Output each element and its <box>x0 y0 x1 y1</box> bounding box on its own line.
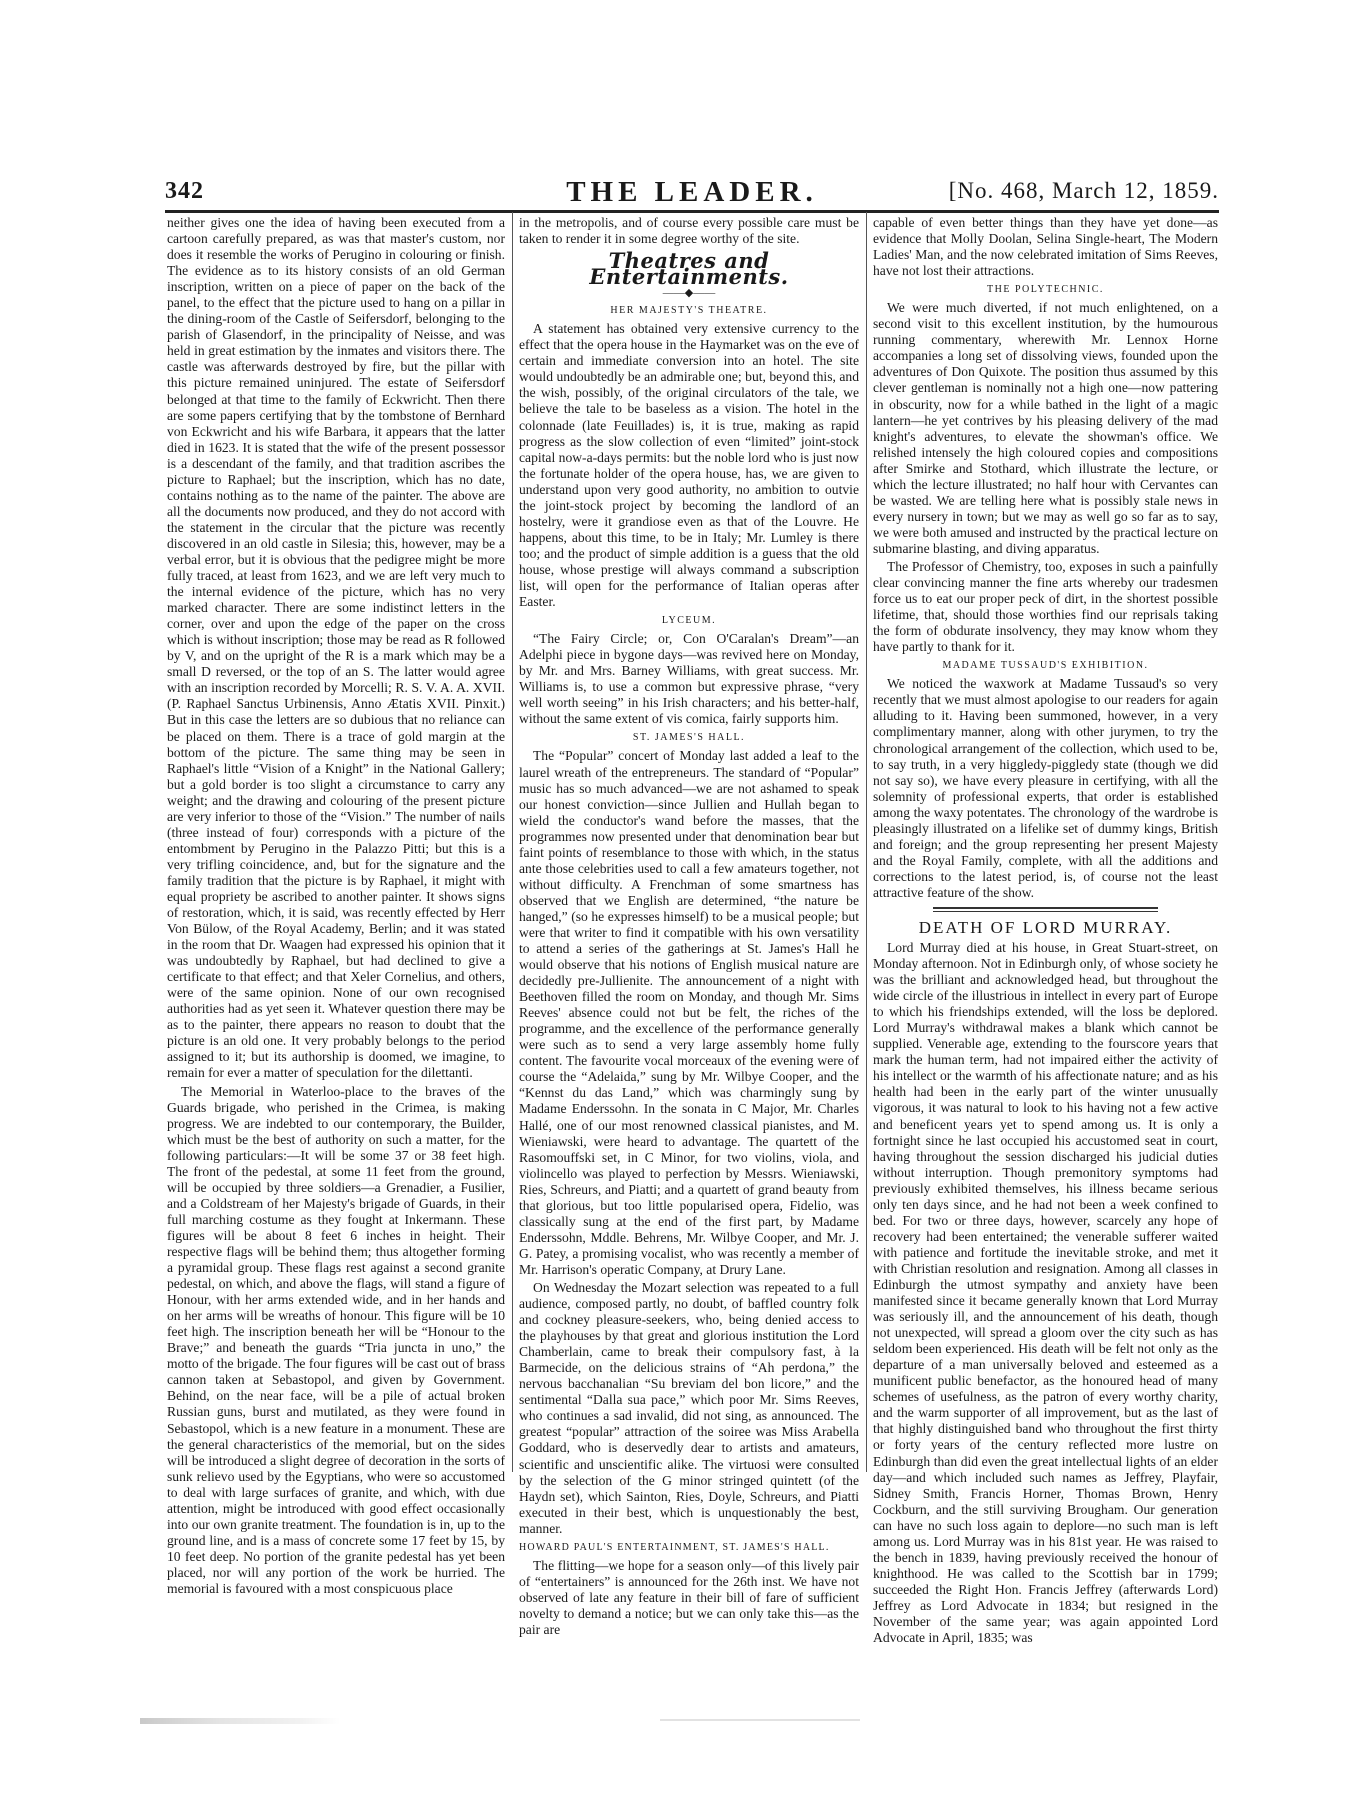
subheading: HER MAJESTY'S THEATRE. <box>610 305 768 317</box>
article-paragraph: capable of even better things than they have yet done—as evidence that Molly Doolan, Selina Single-heart, The Modern Ladies' Man, and the now celebrated imitation of Sims Reeves, have not lost their attractions. <box>873 215 1218 279</box>
article-paragraph: We were much diverted, if not much enlightened, on a second visit to this excellent institution, by the humourous running commentary, wherewith Mr. Lennox Horne accompanies a long set of dissolving views, founded upon the adventures of Don Quixote. The position thus assumed by this clever gentleman is nominally not a high one—now pattering in obscurity, now for a while bathed in the light of a magic lantern—he yet contrives by his pleasing delivery of the mad knight's adventures, to elevate the showman's office. We relished intensely the high coloured copies and compositions after Smirke and Stothard, which illustrate the lecture, or which the lecture illustrated; no half hour with Cervantes can be wasted. We are telling here what is possibly stale news in every nursery in town; but we may as well go so far as to say, we were both amused and instructed by the practical lecture on submarine blasting, and diving apparatus. <box>873 300 1218 556</box>
subheading: HOWARD PAUL'S ENTERTAINMENT, ST. JAMES'S HALL. <box>519 1541 830 1553</box>
page-number: 342 <box>165 178 204 204</box>
column-3 <box>873 215 1218 1648</box>
article-paragraph: The “Popular” concert of Monday last added a leaf to the laurel wreath of the entrepreneurs. The standard of “Popular” music has so much advanced—we are not ashamed to speak our honest conviction—since Jullien and Hullah began to wield the conductor's wand before the masses, that the programmes now presented under that denomination bear but faint points of resemblance to those with which, in the status ante those celebrities used to call a few amateurs together, not without difficulty. A Frenchman of some smartness has observed that we English are determined, “the nature be hanged,” (so he expresses himself) to be a musical people; but were that writer to find it compatible with his own versatility to attend a series of the gatherings at St. James's Hall he would observe that his notions of English musical nature are decidedly pre-Jullienite. The announcement of a night with Beethoven filled the room on Monday, and though Mr. Sims Reeves' absence could not but be felt, the riches of the programme, and the excellence of the performance generally were such as to send a very large assembly home fully content. The favourite vocal morceaux of the evening were of course the “Adelaida,” sung by Mr. Wilbye Cooper, and the “Kennst du das Land,” which was charmingly sung by Madame Enderssohn. In the sonata in C Major, Mr. Charles Hallé, one of our most renowned classical pianistes, and M. Wieniawski, were heard to advantage. The quartett of the Rasomouffski set, in C Minor, for two violins, viola, and violincello was played to perfection by Messrs. Wieniawski, Ries, Schreurs, and Piatti; and a quartett of grand beauty from that glorious, but too little popularised opera, Fidelio, was classically sung at the end of the first part, by Madame Enderssohn, Mddle. Behrens, Mr. Wilbye Cooper, and Mr. J. G. Patey, a promising vocalist, who was recently a member of Mr. Harrison's operatic Company, at Drury Lane. <box>519 748 859 1277</box>
subheading: ST. JAMES'S HALL. <box>632 732 746 744</box>
column-divider <box>866 212 867 1472</box>
section-title: Theatres and Entertainments. <box>589 248 789 290</box>
article-paragraph: On Wednesday the Mozart selection was repeated to a full audience, composed partly, no doubt, of baffled country folk and cockney pleasure-seekers, who, being denied access to the playhouses by that great and glorious institution the Lord Chamberlain, came to break their compulsory fast, à la Barmecide, on the delicious strains of “Ah perdona,” the nervous bacchanalian “Su breviam del bon licore,” and the sentimental “Dalla sua pace,” which poor Mr. Sims Reeves, who continues a sad invalid, did not sing, as announced. The greatest “popular” attraction of the soiree was Miss Arabella Goddard, who is deservedly dear to artists and amateurs, scientific and unscientific alike. The virtuosi were consulted by the selection of the G minor stringed quintett (of the Haydn set), which Sainton, Ries, Doyle, Schreurs, and Piatti executed in their best, which is unquestionably the best, manner. <box>519 1280 859 1536</box>
page-header <box>165 176 1219 206</box>
article-paragraph: Lord Murray died at his house, in Great Stuart-street, on Monday afternoon. Not in Edinburgh only, of whose society he was the brilliant and acknowledged head, but throughout the wide circle of the illustrious in intellect in every part of Europe to which his friendships extended, will the loss be deplored. Lord Murray's withdrawal makes a blank which cannot be supplied. Venerable age, extending to the fourscore years that mark the human term, had not impaired either the activity of his intellect or the warmth of his affectionate nature; and as his health had been in the early part of the winter unusually vigorous, it was natural to look to his having not a few active and beneficent years yet to spend among us. It is only a fortnight since he last occupied his accustomed seat in court, having throughout the session discharged his judicial duties without interruption. Though premonitory symptoms had previously exhibited themselves, his illness became serious only ten days since, and he had not been a week confined to bed. For two or three days, however, scarcely any hope of recovery had been entertained; the venerable sufferer waited with patience and fortitude the inevitable stroke, and met it with Christian resolution and resignation. Among all classes in Edinburgh the utmost sympathy and anxiety have been manifested since it became generally known that Lord Murray was seriously ill, and the announcement of his death, though not unexpected, will spread a gloom over the city such as has seldom been experienced. His death will be felt not only as the departure of a man universally beloved and esteemed as a munificent public benefactor, as the honoured head of many schemes of usefulness, as the patron of every worthy charity, and the warm supporter of all improvement, but as the last of that highly distinguished band who throughout the first thirty or forty years of the century reflected more lustre on Edinburgh than did even the great intellectual lights of an elder day—and which included such names as Jeffrey, Playfair, Sidney Smith, Francis Horner, Thomas Brown, Henry Cockburn, and the still surviving Brougham. Our generation can have no such loss again to deplore—no such man is left among us. Lord Murray was in his 81st year. He was raised to the bench in 1839, having previously received the honour of knighthood. He was called to the Scottish bar in 1799; succeeded the Right Hon. Francis Jeffrey (afterwards Lord) Jeffrey as Lord Advocate in 1834; but resigned in the November of the same year; was again appointed Lord Advocate in April, 1835; was <box>873 940 1218 1646</box>
article-headline: DEATH OF LORD MURRAY. <box>918 917 1173 937</box>
column-2 <box>519 215 859 1640</box>
newspaper-title: THE LEADER. <box>566 176 818 208</box>
article-paragraph: The Professor of Chemistry, too, exposes in such a painfully clear convincing manner the fine arts whereby our tradesmen force us to eat our proper peck of dirt, in the shortest possible lifetime, that, should those worthies find our reprisals taking the form of obdurate insolvency, they may know whom they have partly to thank for it. <box>873 558 1218 655</box>
article-paragraph: in the metropolis, and of course every possible care must be taken to render it in some degree worthy of the site. <box>519 215 859 247</box>
subheading: LYCEUM. <box>661 615 717 627</box>
article-paragraph: The Memorial in Waterloo-place to the braves of the Guards brigade, who perished in the Crimea, is making progress. We are indebted to our contemporary, the Builder, which must be the best of authority on such a matter, for the following particulars:—It will be some 37 or 38 feet high. The front of the pedestal, at some 11 feet from the ground, will be occupied by three soldiers—a Grenadier, a Fusilier, and a Coldstream of her Majesty's brigade of Guards, in their full marching costume as they fought at Inkermann. These figures will be about 8 feet 6 inches in height. Their respective flags will be behind them; thus altogether forming a pyramidal group. These flags rest against a second granite pedestal, on which, and above the flags, will stand a figure of Honour, with her arms extended wide, and in her hands and on her arms will be wreaths of honour. This figure will be 10 feet high. The inscription beneath her will be “Honour to the Brave;” and beneath the guards “Tria juncta in uno,” the motto of the brigade. The four figures will be cast out of brass cannon taken at Sebastopol, and given by Government. Behind, on the near face, will be a pile of actual broken Russian guns, burst and mutilated, as they were found in Sebastopol, which is a new feature in a monument. These are the general characteristics of the memorial, but on the sides will be introduced a slight degree of decoration in the sorts of sunk relievo used by the Egyptians, who were so accustomed to deal with large surfaces of granite, and which, with due attention, might be introduced with good effect occasionally into our own granite treatment. The foundation is in, up to the ground line, and is a mass of concrete some 17 feet by 15, by 10 feet deep. No portion of the granite pedestal has yet been placed, nor will any portion of the work be hurried. The memorial is favoured with a most conspicuous place <box>167 1083 505 1596</box>
subheading: THE POLYTECHNIC. <box>987 284 1104 296</box>
article-paragraph: The flitting—we hope for a season only—of this lively pair of “entertainers” is announced for the 26th inst. We have not observed of late any feature in their bill of fare of sufficient novelty to demand a notice; but we can only take this—as the pair are <box>519 1557 859 1637</box>
section-rule <box>933 907 1158 912</box>
scan-artifact <box>140 1718 340 1724</box>
article-paragraph: neither gives one the idea of having been executed from a cartoon carefully prepared, as was that master's custom, nor does it resemble the works of Perugino in colouring or finish. The evidence as to its history consists of an old German inscription, written on a piece of paper on the back of the panel, to the effect that the picture used to hang on a pillar in the dining-room of the Castle of Seifersdorf, belonging to the parish of Glasendorf, in the principality of Neisse, and was held in great estimation by the inmates and visitors there. The castle was afterwards destroyed by fire, but the pillar with this picture remained uninjured. The estate of Seifersdorf belonged at that time to the family of Eckwricht. Then there are some papers certifying that by the tombstone of Bernhard von Eckwricht and his wife Barbara, it appears that the latter died in 1623. It is stated that the wife of the present possessor is a descendant of the family, and that tradition ascribes the picture to Raphael; but the inscription, which has no date, contains nothing as to the name of the painter. The above are all the documents now produced, and they do not accord with the statement in the circular that the picture was recently discovered in an old castle in Silesia; this, however, may be a verbal error, but it is obvious that the pedigree might be more fully traced, at least from 1623, and we are left very much to the internal evidence of the picture, which has no very marked character. There are some indistinct letters in the corner, over and upon the edge of the paper on the cross which is without inscription; those may be read as R followed by V, and on the upright of the R is a mark which may be a small D reversed, or the top of an S. The latter would agree with an inscription recorded by Morcelli; R. S. V. A. A. XVII. (P. Raphael Sanctus Urbinensis, Anno Ætatis XVII. Pinxit.) But in this case the letters are so dubious that no reliance can be placed on them. There is a trace of gold margin at the bottom of the picture. The same thing may be seen in Raphael's little “Vision of a Knight” in the National Gallery; but a gold border is too slight a circumstance to carry any weight; and the drawing and colouring of the present picture are very inferior to those of the “Vision.” The number of nails (three instead of four) corresponds with a picture of the entombment by Perugino in the Palazzo Pitti; but this is a very trifling coincidence, and, but for the signature and the family tradition that the picture is by Raphael, it might with equal propriety be ascribed to another painter. It shows signs of restoration, which, it is said, was recently effected by Herr Von Bülow, of the Royal Academy, Berlin; and it was stated in the room that Dr. Waagen had expressed his opinion that it was undoubtedly by Raphael, but had declined to give a certificate to that effect; and that Xeler Cornelius, and others, were of the same opinion. None of our own recognised authorities had as yet seen it. Whatever question there may be as to the painter, there appears no reason to doubt that the picture is an old one. It very probably belongs to the period assigned to it; but its authorship is doomed, we imagine, to remain for ever a matter of speculation for the dilettanti. <box>167 215 505 1081</box>
subheading: MADAME TUSSAUD'S EXHIBITION. <box>942 660 1149 672</box>
scan-artifact <box>660 1719 860 1721</box>
article-paragraph: We noticed the waxwork at Madame Tussaud's so very recently that we must almost apologise to our readers for again alluding to it. Having been summoned, however, in a very complimentary manner, along with other jurymen, to try the chronological arrangement of the collection, which used to be, to say truth, in a very higgledy-piggledy state (though we did not say so), we have every pleasure in certifying, with all the solemnity of professional experts, that order is established among the waxy potentates. The chronology of the wardrobe is pleasingly illustrated on a lifelike set of dummy kings, British and foreign; and the group representing her present Majesty and the Royal Family, complete, with all the additions and corrections to the latest period, is, of course not the least attractive feature of the show. <box>873 676 1218 900</box>
issue-date: [No. 468, March 12, 1859. <box>948 178 1219 203</box>
article-paragraph: “The Fairy Circle; or, Con O'Caralan's Dream”—an Adelphi piece in bygone days—was revived here on Monday, by Mr. and Mrs. Barney Williams, with great success. Mr. Williams is, to use a common but expressive phrase, “very well worth seeing” in his Irish characters; and his better-half, without the same extent of vis comica, fairly supports him. <box>519 631 859 727</box>
column-divider <box>512 212 513 1472</box>
header-rule <box>165 210 1219 213</box>
article-paragraph: A statement has obtained very extensive currency to the effect that the opera house in the Haymarket was on the eve of certain and immediate conversion into an hotel. The site would undoubtedly be an admirable one; but, beyond this, and the wish, possibly, of the original circulators of the tale, we believe the tale to be baseless as a vision. The hotel in the colonnade (late Feuillades) is, it is true, making as rapid progress as the slow collection of even “limited” joint-stock capital now-a-days permits: but the noble lord who is just now the fortunate holder of the opera house, has, we are given to understand upon very good authority, no ambition to outvie the joint-stock project by becoming the landlord of an hostelry, were it grandiose even as that of the Louvre. He happens, about this time, to be in Italy; Mr. Lumley is there too; and the product of simple addition is a guess that the old house, whose prestige will always command a subscription list, will open for the performance of Italian operas after Easter. <box>519 321 859 610</box>
ornament-divider: ——◆—— <box>662 287 716 300</box>
column-1 <box>167 215 505 1599</box>
